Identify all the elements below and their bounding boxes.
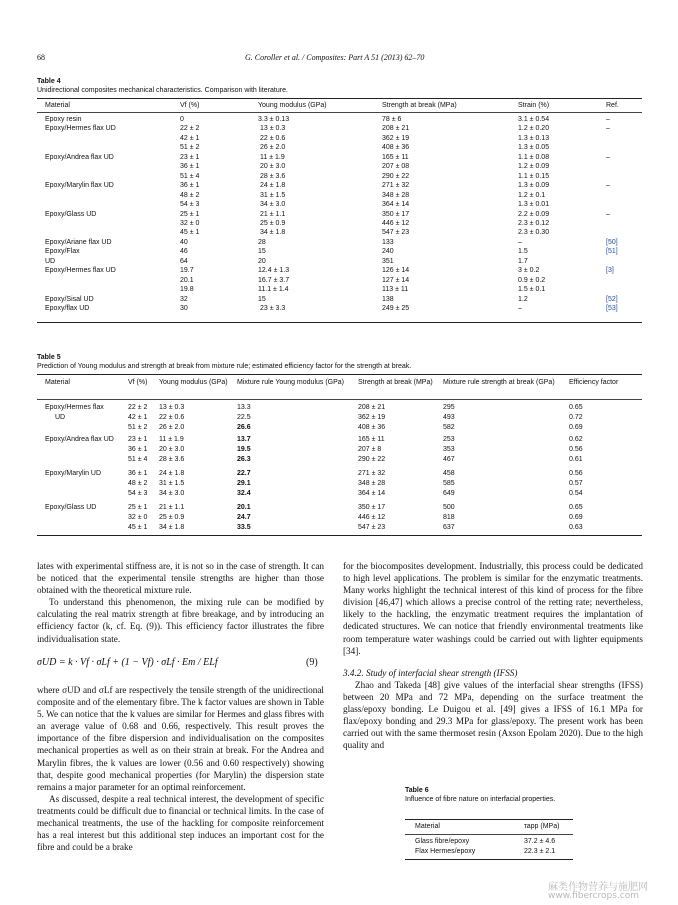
table4-cell-strength: 207 ± 08 [382, 163, 410, 171]
equation-9: σUD = k · Vf · σLf + (1 − Vf) · σLf · Em / ELf [37, 657, 218, 668]
table5-cell-mix_young: 33.5 [237, 524, 251, 531]
table4-cell-strength: 290 ± 22 [382, 172, 410, 180]
table4-cell-ref: – [606, 210, 610, 218]
table4-cell-strain: 2.3 ± 0.12 [518, 219, 550, 227]
table4-header-rule [37, 112, 642, 113]
table4-cell-strain: – [518, 305, 522, 312]
table4-cell-young: 16.7 ± 3.7 [258, 276, 290, 284]
table5-cell-eff: 0.69 [569, 424, 583, 431]
table4-cell-strain: 3.1 ± 0.54 [518, 116, 550, 123]
table4-cell-young: 21 ± 1.1 [260, 210, 286, 218]
table4-cell-young: 3.3 ± 0.13 [258, 116, 290, 123]
table5-cell-young: 24 ± 1.8 [159, 470, 185, 477]
table5-cell-eff: 0.56 [569, 446, 583, 453]
table5-cell-vf: 48 ± 2 [128, 480, 148, 487]
table4-col-ref: Ref. [606, 102, 619, 109]
left-column-bottom [37, 684, 324, 853]
table4-cell-young: 26 ± 2.0 [260, 144, 286, 152]
table4-cell-vf: 51 ± 4 [180, 172, 200, 180]
table5-cell-strength: 364 ± 14 [358, 490, 386, 497]
table5-cell-eff: 0.54 [569, 490, 583, 497]
table4-cell-vf: 0 [180, 116, 184, 123]
table4-cell-strain: 1.2 ± 0.09 [518, 163, 550, 171]
table5-cell-mix_strength: 467 [443, 456, 455, 463]
table4-cell-vf: 36 ± 1 [180, 182, 200, 190]
table4-cell-strain: 1.5 ± 0.1 [518, 286, 546, 294]
table4-cell-vf: 32 ± 0 [180, 219, 200, 227]
table4-cell-vf: 45 ± 1 [180, 229, 200, 237]
table4-col-young: Young modulus (GPa) [258, 102, 327, 109]
table4-cell-strain: 1.1 ± 0.15 [518, 172, 550, 180]
table5-group-material: Epoxy/Glass UD [45, 504, 97, 511]
table4-cell-strain: 1.7 [518, 257, 528, 265]
table4-cell-material: Epoxy/Andrea flax UD [45, 153, 114, 161]
table5-cell-mix_strength: 818 [443, 514, 455, 521]
table4-cell-strength: 113 ± 11 [382, 286, 409, 294]
table4-cell-young: 23 ± 3.3 [260, 305, 286, 312]
table4-cell-ref: – [606, 182, 610, 190]
table5-cell-vf: 51 ± 2 [128, 424, 148, 431]
table5-cell-mix_young: 20.1 [237, 504, 251, 511]
table4-cell-material: Epoxy/Flax [45, 248, 80, 256]
table5-cell-young: 34 ± 3.0 [159, 490, 185, 497]
table4-cell-strain: 1.3 ± 0.09 [518, 182, 550, 190]
table4-cell-vf: 42 ± 1 [180, 134, 200, 142]
table4-cell-young: 24 ± 1.8 [260, 182, 286, 190]
table5-cell-strength: 208 ± 21 [358, 404, 386, 411]
table6-label: Table 6 [405, 787, 429, 794]
table4-cell-strain: 0.9 ± 0.2 [518, 276, 546, 284]
table5-cell-mix_strength: 500 [443, 504, 455, 511]
table4-cell-vf: 30 [180, 305, 188, 312]
table4-col-strain: Strain (%) [518, 102, 550, 109]
table5-cell-eff: 0.63 [569, 524, 583, 531]
table5-cell-young: 25 ± 0.9 [159, 514, 185, 521]
table4-cell-strength: 351 [382, 257, 394, 265]
table5-cell-vf: 51 ± 4 [128, 456, 148, 463]
table4-bottom-rule [37, 322, 642, 323]
table5-col-young: Young modulus (GPa) [159, 379, 228, 386]
table4-cell-strain: – [518, 238, 522, 246]
table4-cell-young: 12.4 ± 1.3 [258, 267, 290, 275]
table5-cell-eff: 0.56 [569, 470, 583, 477]
table5-cell-young: 31 ± 1.5 [159, 480, 185, 487]
table4-cell-strength: 364 ± 14 [382, 201, 410, 209]
table5-cell-vf: 32 ± 0 [128, 514, 148, 521]
table4-cell-strength: 350 ± 17 [382, 210, 410, 218]
table5-cell-young: 22 ± 0.6 [159, 414, 185, 421]
table4-cell-vf: 54 ± 3 [180, 201, 200, 209]
table4-cell-strain: 2.2 ± 0.09 [518, 210, 550, 218]
left-paragraph-1: lates with experimental stiffness are, it is not so in the case of strength. It can be noticed that the experimental tensile strengths are higher than those obtained with the theoretical mixture rule. [37, 561, 324, 596]
table4-cell-young: 11.1 ± 1.4 [258, 286, 289, 294]
table5-cell-eff: 0.62 [569, 436, 583, 443]
table4-cell-strength: 249 ± 25 [382, 305, 410, 312]
table5-cell-mix_young: 29.1 [237, 480, 251, 487]
table4-cell-vf: 48 ± 2 [180, 191, 200, 199]
table5-cell-strength: 350 ± 17 [358, 504, 386, 511]
table5-col-mix-strength: Mixture rule strength at break (GPa) [443, 379, 555, 386]
table4-cell-material: Epoxy/Glass UD [45, 210, 97, 218]
table6-bottom-rule [405, 859, 573, 860]
table4-cell-strength: 547 ± 23 [382, 229, 410, 237]
table5-cell-strength: 271 ± 32 [358, 470, 386, 477]
table4-cell-material: Epoxy resin [45, 116, 82, 123]
table5-cell-mix_strength: 458 [443, 470, 455, 477]
table4-cell-young: 15 [258, 295, 266, 303]
table4-cell-material: Epoxy/Marylin flax UD [45, 182, 114, 190]
table4-cell-strain: 3 ± 0.2 [518, 267, 540, 275]
right-column [343, 560, 643, 751]
table6-row-1-material: Glass fibre/epoxy [415, 838, 470, 845]
table5-cell-mix_strength: 253 [443, 436, 455, 443]
table5-col-mix-young: Mixture rule Young modulus (GPa) [237, 379, 344, 386]
left-paragraph-3: where σUD and σLf are respectively the tensile strength of the unidirectional composite and of the elementary fibre. The k factor values are shown in Table 5. We can notice that the k values are similar for Hermes and glass fibres with an average value of 0.68 and 0.66, respectively. This result proves the importance of the fibre dispersion and individualisation on the composites mechanical properties as well as on their strain at break. For the Andrea and Marylin fibres, the k values are lower (0.56 and 0.60 respectively) showing that, despite good mechanical properties (for Marylin) the dispersion state remains a major parameter for an optimal reinforcement. [37, 685, 324, 792]
table5-cell-vf: 45 ± 1 [128, 524, 148, 531]
table4-cell-strain: 1.2 ± 0.20 [518, 125, 550, 133]
table5-col-material: Material [45, 379, 70, 386]
table4-cell-vf: 64 [180, 257, 188, 265]
table5-bottom-rule [37, 535, 642, 536]
table5-cell-strength: 362 ± 19 [358, 414, 386, 421]
table5-cell-mix_strength: 493 [443, 414, 455, 421]
table5-cell-strength: 348 ± 28 [358, 480, 386, 487]
table4-cell-young: 28 [258, 238, 266, 246]
table4-cell-material: Epoxy/Ariane flax UD [45, 238, 112, 246]
table4-cell-vf: 36 ± 1 [180, 163, 200, 171]
table4-cell-strain: 2.3 ± 0.30 [518, 229, 550, 237]
table6-header-rule [405, 834, 573, 835]
left-paragraph-4: As discussed, despite a real technical interest, the development of specific treatments could be difficult due to financial or technical limits. In the case of mechanical treatments, the use of the hackling for composite reinforcement has a real interest but this additional step induces an important cost for the fibre and could be a brake [37, 793, 324, 853]
table5-cell-mix_strength: 585 [443, 480, 455, 487]
table5-group-material: Epoxy/Marylin UD [45, 470, 102, 477]
table5-cell-mix_young: 26.3 [237, 456, 251, 463]
table4-col-material: Material [45, 102, 70, 109]
table5-cell-strength: 290 ± 22 [358, 456, 386, 463]
table4-cell-young: 34 ± 3.0 [260, 201, 286, 209]
table4-cell-strain: 1.2 ± 0.1 [518, 191, 546, 199]
table6-caption [405, 786, 575, 804]
table4-cell-strain: 1.2 [518, 295, 528, 303]
table5-cell-mix_young: 32.4 [237, 490, 251, 497]
table5-cell-vf: 54 ± 3 [128, 490, 148, 497]
table5-cell-eff: 0.69 [569, 514, 583, 521]
table4-cell-strain: 1.1 ± 0.08 [518, 153, 550, 161]
table5-cell-mix_young: 22.7 [237, 470, 251, 477]
table5-cell-eff: 0.65 [569, 504, 583, 511]
table5-col-vf: Vf (%) [128, 379, 148, 386]
table5-cell-young: 21 ± 1.1 [159, 504, 185, 511]
table4-cell-ref: [50] [606, 238, 618, 246]
table4-cell-ref: [51] [606, 248, 618, 256]
table4-cell-ref: – [606, 125, 610, 133]
table4-col-strength: Strength at break (MPa) [382, 102, 457, 109]
table5-cell-young: 26 ± 2.0 [159, 424, 185, 431]
table4-cell-vf: 32 [180, 295, 188, 303]
table4-cell-vf: 23 ± 1 [180, 153, 200, 161]
table4-cell-material: UD [45, 257, 56, 265]
table4-cell-strength: 138 [382, 295, 394, 303]
table5-cell-eff: 0.57 [569, 480, 583, 487]
table5-cell-strength: 165 ± 11 [358, 436, 385, 443]
table5-cell-vf: 22 ± 2 [128, 404, 148, 411]
table4-cell-strength: 126 ± 14 [382, 267, 410, 275]
table5-cell-strength: 547 ± 23 [358, 524, 386, 531]
table4-cell-young: 11 ± 1.9 [260, 153, 285, 161]
table5-cell-vf: 42 ± 1 [128, 414, 148, 421]
table5-cell-strength: 207 ± 8 [358, 446, 382, 453]
left-column-top [37, 560, 324, 645]
table4-cell-strain: 1.3 ± 0.05 [518, 144, 550, 152]
table4-cell-strength: 240 [382, 248, 394, 256]
table4-col-vf: Vf (%) [180, 102, 200, 109]
table4-cell-material: Epoxy/flax UD [45, 305, 90, 312]
table4-cell-material: Epoxy/Hermes flax UD [45, 125, 116, 133]
table4-cell-vf: 22 ± 2 [180, 125, 200, 133]
table4-cell-strength: 348 ± 28 [382, 191, 410, 199]
table5-cell-mix_strength: 353 [443, 446, 455, 453]
table4-cell-strength: 208 ± 21 [382, 125, 410, 133]
page-number: 68 [37, 53, 45, 62]
table5-cell-mix_strength: 295 [443, 404, 455, 411]
table5-cell-mix_strength: 649 [443, 490, 455, 497]
table4-cell-vf: 19.7 [180, 267, 194, 275]
table4-cell-vf: 25 ± 1 [180, 210, 200, 218]
table5-cell-vf: 36 ± 1 [128, 446, 148, 453]
table4-cell-young: 13 ± 0.3 [260, 125, 286, 133]
table4-cell-strain: 1.5 [518, 248, 528, 256]
equation-number: (9) [306, 657, 318, 668]
table5-cell-vf: 25 ± 1 [128, 504, 148, 511]
table4-cell-vf: 40 [180, 238, 188, 246]
table5-cell-mix_young: 13.7 [237, 436, 251, 443]
table4-cell-young: 20 ± 3.0 [260, 163, 286, 171]
table4-cell-ref: [53] [606, 305, 618, 312]
left-paragraph-2: To understand this phenomenon, the mixing rule can be modified by calculating the real matrix strength at fibre breakage, and by introducing an efficiency factor (k, cf. Eq. (9)). This efficiency factor illustrates the fibre individualisation state. [37, 597, 324, 644]
table5-top-rule [37, 374, 642, 375]
table4-cell-strength: 362 ± 19 [382, 134, 410, 142]
table4-label: Table 4 [37, 78, 61, 85]
table5-cell-young: 11 ± 1.9 [159, 436, 184, 443]
table4-cell-young: 31 ± 1.5 [260, 191, 286, 199]
table4-cell-young: 20 [258, 257, 266, 265]
section-heading: 3.4.2. Study of interfacial shear strength (IFSS) [343, 667, 518, 678]
table4-cell-strength: 408 ± 36 [382, 144, 410, 152]
table5-group-material: UD [55, 414, 66, 421]
table6-caption-text: Influence of fibre nature on interfacial properties. [405, 796, 556, 803]
table5-cell-mix_young: 13.3 [237, 404, 251, 411]
table4-top-rule [37, 98, 642, 99]
table5-cell-mix_young: 22.5 [237, 414, 251, 421]
table5-cell-strength: 446 ± 12 [358, 514, 386, 521]
table5-cell-mix_young: 19.5 [237, 446, 251, 453]
table4-cell-young: 34 ± 1.8 [260, 229, 286, 237]
table6-top-rule [405, 819, 573, 820]
table5-cell-eff: 0.61 [569, 456, 583, 463]
table4-cell-young: 28 ± 3.6 [260, 172, 286, 180]
table5-cell-eff: 0.65 [569, 404, 583, 411]
table5-cell-mix_young: 26.6 [237, 424, 251, 431]
table5-cell-vf: 36 ± 1 [128, 470, 148, 477]
table5-caption [37, 353, 657, 371]
table5-cell-mix_strength: 582 [443, 424, 455, 431]
table5-header-rule [37, 399, 642, 400]
table4-cell-strain: 1.3 ± 0.13 [518, 134, 550, 142]
table4-cell-strength: 78 ± 6 [382, 116, 402, 123]
table6-row-1-value: 37.2 ± 4.6 [524, 838, 556, 845]
table5-cell-young: 13 ± 0.3 [159, 404, 185, 411]
watermark-line-1: 麻类作物营养与施肥网 [548, 882, 648, 893]
table5-cell-young: 28 ± 3.6 [159, 456, 185, 463]
table5-cell-strength: 408 ± 36 [358, 424, 386, 431]
table4-cell-young: 22 ± 0.6 [260, 134, 286, 142]
table4-cell-vf: 51 ± 2 [180, 144, 200, 152]
table6-row-2-value: 22.3 ± 2.1 [524, 848, 556, 855]
table4-cell-vf: 46 [180, 248, 188, 256]
running-header: G. Coroller et al. / Composites: Part A 51 (2013) 62–70 [245, 53, 425, 62]
table5-label: Table 5 [37, 354, 61, 361]
right-paragraph-2: Zhao and Takeda [48] give values of the interfacial shear strengths (IFSS) between 20 MPa and 72 MPa, depending on the surface treatment the glass/epoxy bonding. Le Duigou et al. [49] gives a IFSS of 16.1 MPa for flax/epoxy bonding and 29.3 MPa for glass/epoxy. The present work has been carried out with the same thermoset resin (Axson Epolam 2020). Due to the high quality and [343, 679, 643, 751]
table4-cell-strength: 133 [382, 238, 394, 246]
table6-col-tau: τapp (MPa) [524, 823, 560, 830]
table5-cell-vf: 23 ± 1 [128, 436, 148, 443]
table5-cell-eff: 0.72 [569, 414, 583, 421]
table5-caption-text: Prediction of Young modulus and strength at break from mixture rule; estimated efficiency factor for the strength at break. [37, 363, 412, 370]
table5-col-strength: Strength at break (MPa) [358, 379, 433, 386]
table4-cell-ref: – [606, 116, 610, 123]
right-paragraph-1: for the biocomposites development. Industrially, this process could be dedicated to high level applications. The problem is similar for the enzymatic treatments. Many works highlight the technical interest of this kind of process for the fibre division [46,47] which allows a precise control of the retting rate; nevertheless, likely to the hackling, the enzymatic treatment requires the implantation of dedicated structures. We can notice that friendly environmental treatments like room temperature water washings could be carried out with lighter equipments [34]. [343, 561, 643, 656]
table4-cell-young: 15 [258, 248, 266, 256]
table4-cell-strength: 446 ± 12 [382, 219, 410, 227]
table5-col-efficiency: Efficiency factor [569, 379, 619, 386]
table4-cell-strength: 165 ± 11 [382, 153, 409, 161]
table4-cell-strength: 271 ± 32 [382, 182, 410, 190]
table4-cell-vf: 19.8 [180, 286, 194, 294]
table4-cell-ref: [3] [606, 267, 614, 275]
table4-cell-vf: 20.1 [180, 276, 194, 284]
table5-cell-mix_strength: 637 [443, 524, 455, 531]
table5-group-material: Epoxy/Andrea flax UD [45, 436, 114, 443]
table5-cell-young: 20 ± 3.0 [159, 446, 185, 453]
table4-cell-material: Epoxy/Hermes flax UD [45, 267, 116, 275]
table6-col-material: Material [415, 823, 440, 830]
table5-group-material: Epoxy/Hermes flax [45, 404, 104, 411]
table4-cell-strength: 127 ± 14 [382, 276, 410, 284]
table4-caption-text: Unidirectional composites mechanical characteristics. Comparison with literature. [37, 87, 288, 94]
table4-cell-ref: – [606, 153, 610, 161]
table5-cell-young: 34 ± 1.8 [159, 524, 185, 531]
table4-cell-strain: 1.3 ± 0.01 [518, 201, 550, 209]
watermark-line-2: www.fibercrops.com [548, 891, 639, 901]
table5-cell-mix_young: 24.7 [237, 514, 251, 521]
table4-cell-ref: [52] [606, 295, 618, 303]
table6-row-2-material: Flax Hermes/epoxy [415, 848, 476, 855]
table4-cell-material: Epoxy/Sisal UD [45, 295, 94, 303]
table4-caption [37, 77, 657, 95]
table4-cell-young: 25 ± 0.9 [260, 219, 286, 227]
